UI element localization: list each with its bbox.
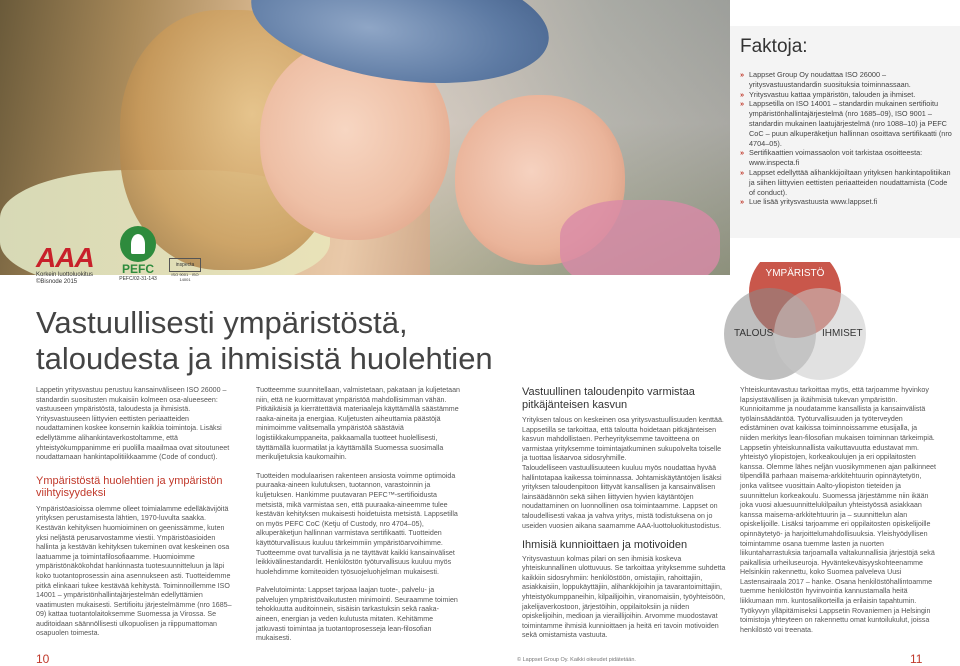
paragraph: Tuotteemme suunnitellaan, valmistetaan, pakataan ja kuljetetaan niin, että ne kuormittavat ympäristöä mahdollisimman vähän. Pitkäikäisiä ja kierrätettäviä materiaaleja käyttämällä säästämme raaka-aineita ja energiaa. Kuljetusten aiheuttamia päästöjä minimoimme valitsemalla ympäristöä säästäviä logistiikkakumppaneita, pakkaamalla tuotteet huolellisesti, täyttämällä kuormatilat ja käyttämällä Suomessa suosimalla merikuljetuksia kaukomaihin.	[256, 386, 461, 462]
aaa-subtitle: Korkein luottoluokitus	[36, 272, 94, 278]
bullet-icon: »	[740, 70, 745, 79]
paragraph: Taloudelliseen vastuullisuuteen kuuluu myös noudattaa hyvää hallintotapaa kaikessa toiminnassa. Johtamiskäytäntöjen lisäksi yrityksen taloudenpitoon liittyvät kansallisen ja kansainvälisen lainsäädännön sekä siihen liittyvien hyvien käytäntöjen noudattaminen on luonnollinen osa toimintaamme. Lappset on taloudellisesti vakaa ja vahva yritys, mistä todistuksena on jo useiden vuosien aikana saamamme AAA-luottoluokitustodistus.	[522, 463, 722, 530]
inspecta-standards: ISO 9001 · ISO 14001	[171, 272, 199, 282]
page-number-right: 11	[910, 652, 923, 666]
tree-icon	[120, 226, 156, 262]
title-line-1: Vastuullisesti ympäristöstä,	[36, 305, 408, 340]
aaa-logo	[36, 244, 106, 286]
facts-box	[730, 26, 960, 238]
pefc-word: PEFC	[121, 262, 154, 276]
column-4	[740, 386, 936, 635]
fact-item: » Lappset Group Oy noudattaa ISO 26000 – yritysvastuustandardin suosituksia toiminnassaan.	[740, 70, 911, 89]
inspecta-logo	[168, 258, 202, 282]
facts-title: Faktoja:	[740, 36, 808, 57]
column-1	[36, 386, 236, 639]
fact-item: » Sertifikaattien voimassaolon voit tarkistaa osoitteesta: www.inspecta.fi	[740, 148, 923, 168]
pefc-logo	[118, 226, 158, 282]
bullet-icon: »	[740, 197, 745, 207]
paragraph: Tuotteiden modulaarisen rakenteen ansiosta voimme optimoida puuraaka-aineen kulutuksen, tuotannon, varastoinnin ja kuljetuksen. Hankimme puutavaran PEFC™-sertifioidusta metsistä, mikä varmistaa sen, että puuraaka-aineemme tulee kestävän kehityksen mukaisesti hoidetuista metsistä. Lappsetilla on myös PEFC CoC (Ketju of Custody, nro 4704–05), alkuperäketjun hallinnan varmistava sertifikaatti. Tuotteiden käyttöturvallisuus kuuluu tärkeimmiin ympäristöarvoihimme. Tuotteemme ovat turvallisia ja ne täyttävät kaikki kansainväliset leikkivälinestandardit. Henkilöstön työturvallisuus kuuluu myös huolehdimme komiteoiden työsuojeluohjelman mukaisesti.	[256, 471, 458, 576]
page-number-left: 10	[36, 652, 50, 666]
venn-label-people: IHMISET	[822, 328, 863, 339]
intro-paragraph: Lappetin yritysvastuu perustuu kansainväliseen ISO 26000 – standardin suositusten mukaisiin kolmeen osa-alueeseen: vastuuseen ympäristöstä, taloudesta ja ihmisistä. Yritysvastuuseen liittyvien eettisten periaatteiden noudattaminen koskee konsernin kaikkia toimintoja. Lisäksi edellytämme alihankintaverkostoltamme, että yhteistyökumppanimme eri puolilla maailmaa ovat sitoutuneet noudattamaan hankintapolitiikkaamme (Code of conduct).	[36, 386, 230, 462]
venn-diagram	[700, 262, 920, 382]
title-line-2: taloudesta ja ihmisistä huolehtien	[36, 341, 493, 376]
column-3	[522, 386, 726, 641]
fact-item: » Lappsetilla on ISO 14001 – standardin mukainen sertifioitu ympäristönhallintajärjestelmä (nro 1685–09), ISO 9001 – standardin mukainen laatujärjestelmä (nro 1088–10) ja PEFC CoC – puun alkuperäketjun hallinnan osoittava sertifikaatti (nro 4704–05).	[740, 99, 952, 148]
bullet-icon: »	[740, 89, 745, 99]
bullet-icon: »	[740, 167, 745, 177]
venn-label-environment: YMPÄRISTÖ	[765, 268, 825, 279]
venn-label-economy: TALOUS	[734, 328, 774, 339]
fact-item: » Lappset edellyttää alihankkijoiltaan yrityksen hankintapolitiikan ja siihen liittyvien eettisten periaatteiden noudattamista (Code of conduct).	[740, 167, 951, 197]
section-heading-people: Ihmisiä kunnioittaen ja motivoiden	[522, 539, 688, 552]
bullet-icon: »	[740, 99, 745, 109]
paragraph: Yhteiskuntavastuu tarkoittaa myös, että tarjoamme hyvinkoy lapsiystävällisen ja ikäihmisiä tukevan ympäristön. Kunnioitamme ja noudatamme kansallista ja kansainvälistä työlainsäädäntöä. Työturvallisuuden ja työterveyden edistäminen ovat kaikissa toiminnoissamme etusijalla, ja niiden merkitys lean-filosofian mukaisen toiminnan tärkeimpiä. Lappsetin yhteiskunnallista vaikuttavuutta edustavat mm. yhteistyö yliopistojen, korkeakoulujen ja eri oppilaitosten kanssa. Olemme lähes neljän vuosikymmenen ajan palkinneet tilpendillä parhaan maisema-arkkitehtuurin opinnäytetyön, jonka valitsee vuosittain Aalto-yliopiston tieteiden ja suunnittelun korkeakoulu. Suomessa järjestämme niin ikään joka vuosi aluesuunnittelukilpailun yhteistyössä asiakkaan kanssa maisema-arkkitehtuurin ja – suunnittelun alan opiskelijoille. Lisäksi tarjoamme eri oppilaitosten opiskelijoille opinnäytetyö- ja harjoittelumahdollisuuksia. Yleishyödyllisen toimintamme osana tuemme lasten ja nuorten liikuntaharrastuksia tarjoamalla valtakunnallisia järjestöjä sekä paikallisia urheiluseuroja. Hyväntekeväisyyskohteenamme Helsinkiin rakennettu, koko Suomea palveleva Uusi Lastensairaala 2017 – hanke. Osana henkilöstöhallintoamme tuemme henkilöstön hyvinvointia kannustamalla heitä liikkumaan mm. kuntosalikorteilla ja erilaisin tapahtumin. Työkyvyn ylläpitämiseksi Lappsetin Rovaniemen ja Helsingin toimistoja yhteyteen on rakennettu omat kuntoilukulut, joissa henkilöstö voi treenata.	[740, 386, 936, 634]
paragraph: Yrityksen talous on keskeinen osa yritysvastuullisuuden kenttää. Lappsetilla se tarkoittaa, että taloutta hoidetaan pitkäjänteisen kasvun mahdollistaen. Perheyrityksemme tavoitteena on varmistaa yrityksemme toimintajatkuminen sukupolvelta toiselle ja tuottaa lisäarvoa sidosryhmille.	[522, 416, 724, 463]
section-heading-environment: Ympäristöstä huolehtien ja ympäristön viihtyisyydeksi	[36, 474, 223, 500]
facts-list	[740, 70, 952, 207]
pefc-number: PEFC/02-31-143	[119, 276, 157, 282]
fact-item: » Yritysvastuu kattaa ympäristön, talouden ja ihmiset.	[740, 89, 916, 99]
venn-svg	[700, 262, 920, 382]
paragraph: Palvelutoiminta: Lappset tarjoaa laajan tuote-, palvelu- ja palvelujen ympäristövaikutusten minimointi. Seuraamme toimien tehokkuutta auditoinnein, sisäisin tarkastuksin sekä raaka-aineen, energian ja veden kulutusta mitaten. Kehitämme jatkuvasti toimintaa ja tuotantoprosesseja lean-filosofian mukaisesti.	[256, 586, 458, 643]
fact-item: » Lue lisää yritysvastuusta www.lappset.fi	[740, 197, 878, 207]
environment-paragraph: Ympäristöasioissa olemme olleet toimialamme edelläkävijöitä yrityksen perustamisesta lähtien, 1970-luvulta saakka. Kestävän kehityksen huomioiminen on geenissämme, kuten yksi neljästä perusarvostamme viestii. Ympäristöasioiden hallinta ja kestävän kehityksen tukeminen ovat keskeinen osa laatuamme ja toimintafilosofiaamme. Huomioimme ympäristönäkökohdat hankinnasta tuotesuunnitteluun ja läpi koko tuotantoprosessin aina asennukseen asti. Tuotteidemme pitkä elinkaari tukee kestävää kehitystä. Toiminnoillemme ISO 14001 – ympäristönhallintajärjestelmän edellyttämien vaatimusten mukaisesti. Sertifioitu järjestelmämme (nro 1685–09) kattaa tuotantolaitoksemme Suomessa ja Virossa. Se auditoidaan säännöllisesti ulkopuolisen ja riippumattoman osapuolen toimesta.	[36, 504, 232, 638]
page-title	[36, 305, 496, 377]
copyright-text: © Lappset Group Oy. Kaikki oikeudet pidätetään.	[517, 657, 636, 663]
aaa-source: ©Bisnode 2015	[36, 279, 78, 285]
paragraph: Yritysvastuun kolmas pilari on sen ihmisiä koskeva yhteiskunnallinen ulottuvuus. Se tarkoittaa yrityksemme suhdetta kaikkiin sidosryhmiin: henkilöstöön, omistajiin, rahoittajiin, asiakkaisiin, loppukäyttäjiin, alihankkijoihin ja tavarantoimittajiin, yhteistyökumppaneihin, kilpailijoihin, viranomaisiin, työyhteisöön, jakelijaverkostoon, järjestöihin, oppilaitoksiin ja niiden opiskelijoihin, medioan ja vieraillijoihin. Arvomme muodostavat toimintamme ihmisiä kunnioittaen ja heitä eri tavoin motivoiden sekä omistamista vastuuta.	[522, 554, 726, 640]
certification-logos	[36, 226, 236, 288]
bullet-icon: »	[740, 148, 745, 158]
column-2	[256, 386, 460, 644]
section-heading-economy: Vastuullinen taloudenpito varmistaa pitkäjänteisen kasvun	[522, 386, 695, 411]
aaa-mark: AAA	[36, 242, 94, 273]
inspecta-name: inspecta	[169, 258, 201, 272]
photo-pink-shirt	[560, 200, 720, 275]
